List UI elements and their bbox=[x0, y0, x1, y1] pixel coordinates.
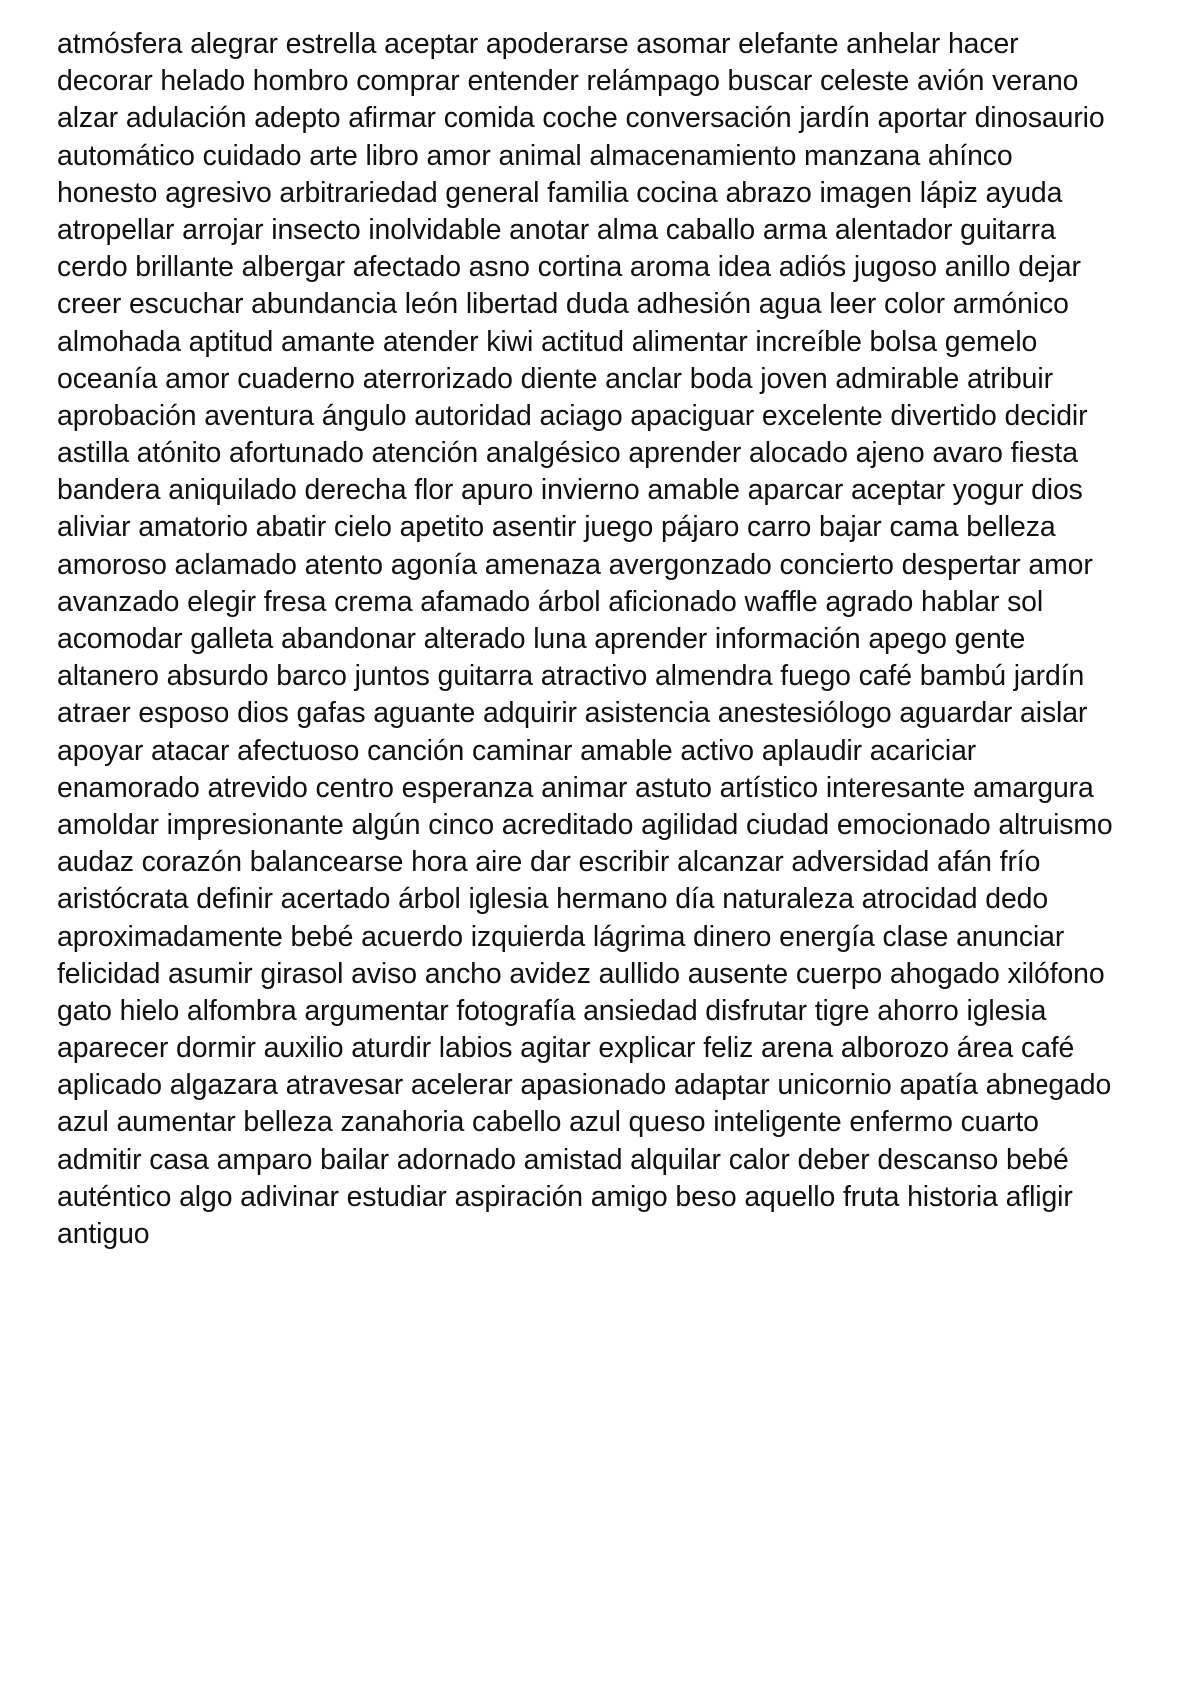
text-line-30: azul aumentar belleza zanahoria cabello azul queso inteligente enfermo cuarto bbox=[57, 1106, 1039, 1139]
text-line-4: automático cuidado arte libro amor animal almacenamiento manzana ahínco bbox=[57, 139, 1013, 172]
text-line-29: aplicado algazara atravesar acelerar apasionado adaptar unicornio apatía abnegado bbox=[57, 1069, 1112, 1102]
text-line-21: enamorado atrevido centro esperanza animar astuto artístico interesante amargura bbox=[57, 771, 1094, 804]
text-line-33: antiguo bbox=[57, 1218, 150, 1250]
word-list-text bbox=[57, 26, 1200, 1253]
text-line-18: altanero absurdo barco juntos guitarra atractivo almendra fuego café bambú jardín bbox=[57, 660, 1085, 693]
text-line-28: aparecer dormir auxilio aturdir labios agitar explicar feliz arena alborozo área café bbox=[57, 1032, 1075, 1065]
text-line-12: astilla atónito afortunado atención analgésico aprender alocado ajeno avaro fiesta bbox=[57, 437, 1078, 470]
text-line-10: oceanía amor cuaderno aterrorizado diente anclar boda joven admirable atribuir bbox=[57, 362, 1053, 395]
text-line-13: bandera aniquilado derecha flor apuro invierno amable aparcar aceptar yogur dios bbox=[57, 474, 1083, 507]
text-line-14: aliviar amatorio abatir cielo apetito asentir juego pájaro carro bajar cama belleza bbox=[57, 511, 1056, 544]
text-line-9: almohada aptitud amante atender kiwi actitud alimentar increíble bolsa gemelo bbox=[57, 325, 1038, 358]
text-line-24: aristócrata definir acertado árbol iglesia hermano día naturaleza atrocidad dedo bbox=[57, 883, 1049, 916]
text-line-17: acomodar galleta abandonar alterado luna aprender información apego gente bbox=[57, 623, 1026, 655]
text-line-3: alzar adulación adepto afirmar comida coche conversación jardín aportar dinosaurio bbox=[57, 102, 1105, 135]
text-line-25: aproximadamente bebé acuerdo izquierda lágrima dinero energía clase anunciar bbox=[57, 920, 1065, 953]
text-line-11: aprobación aventura ángulo autoridad aciago apaciguar excelente divertido decidir bbox=[57, 399, 1088, 432]
text-line-26: felicidad asumir girasol aviso ancho avidez aullido ausente cuerpo ahogado xilófono bbox=[57, 957, 1105, 990]
text-line-5: honesto agresivo arbitrariedad general familia cocina abrazo imagen lápiz ayuda bbox=[57, 176, 1063, 209]
text-line-22: amoldar impresionante algún cinco acreditado agilidad ciudad emocionado altruismo bbox=[57, 808, 1113, 841]
text-line-7: cerdo brillante albergar afectado asno cortina aroma idea adiós jugoso anillo dejar bbox=[57, 251, 1081, 284]
text-line-15: amoroso aclamado atento agonía amenaza avergonzado concierto despertar amor bbox=[57, 548, 1093, 581]
text-line-20: apoyar atacar afectuoso canción caminar amable activo aplaudir acariciar bbox=[57, 734, 977, 767]
text-line-31: admitir casa amparo bailar adornado amistad alquilar calor deber descanso bebé bbox=[57, 1143, 1069, 1176]
text-line-2: decorar helado hombro comprar entender relámpago buscar celeste avión verano bbox=[57, 65, 1079, 98]
text-line-27: gato hielo alfombra argumentar fotografía ansiedad disfrutar tigre ahorro iglesia bbox=[57, 994, 1047, 1027]
text-line-16: avanzado elegir fresa crema afamado árbol aficionado waffle agrado hablar sol bbox=[57, 585, 1044, 618]
text-line-8: creer escuchar abundancia león libertad duda adhesión agua leer color armónico bbox=[57, 288, 1069, 321]
text-line-19: atraer esposo dios gafas aguante adquirir asistencia anestesiólogo aguardar aislar bbox=[57, 697, 1088, 730]
text-line-6: atropellar arrojar insecto inolvidable anotar alma caballo arma alentador guitarra bbox=[57, 213, 1056, 246]
text-line-1: atmósfera alegrar estrella aceptar apoderarse asomar elefante anhelar hacer bbox=[57, 28, 1019, 60]
text-line-32: auténtico algo adivinar estudiar aspiración amigo beso aquello fruta historia afligir bbox=[57, 1180, 1073, 1213]
text-line-23: audaz corazón balancearse hora aire dar escribir alcanzar adversidad afán frío bbox=[57, 846, 1041, 879]
